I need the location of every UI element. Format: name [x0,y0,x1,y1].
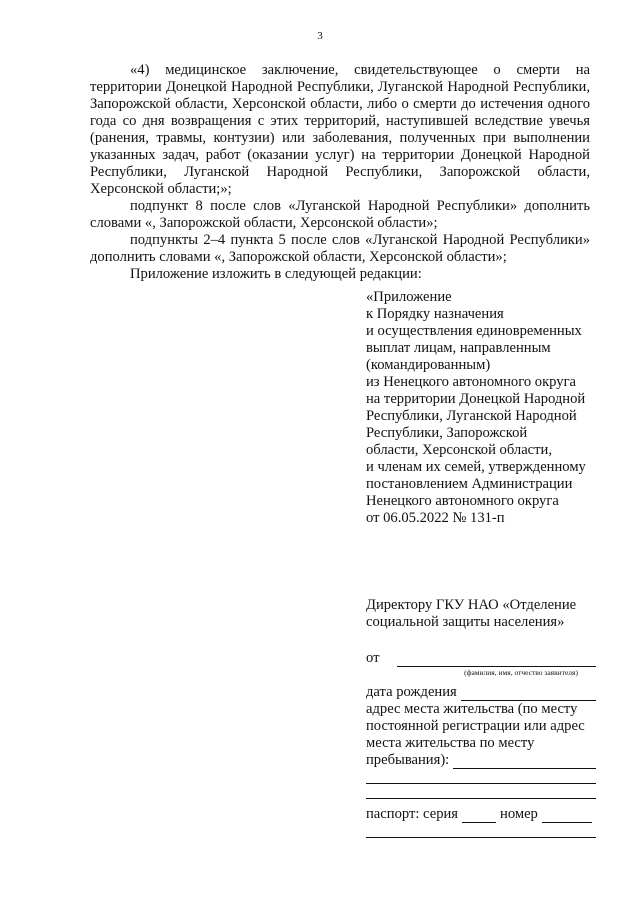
paragraph-subitem-8: подпункт 8 после слов «Луганской Народной Республики» дополнить словами «, Запорожской области, Херсонской области»; [90,198,590,231]
appendix-line: постановлением Администрации [366,476,573,492]
passport-number-label: номер [500,806,538,822]
passport-series-label: паспорт: серия [366,806,459,822]
birth-date-row [366,684,596,701]
address-label-line: адрес места жительства (по месту [366,701,578,717]
from-row [366,650,596,667]
addressee-line: социальной защиты населения» [366,614,565,630]
passport-number-field[interactable] [542,809,592,823]
passport-details-field[interactable] [366,823,596,838]
appendix-header [366,289,611,527]
address-field-line-3[interactable] [366,784,596,799]
appendix-line: от 06.05.2022 № 131-п [366,510,505,526]
paragraph-subitems-2-4: подпункты 2–4 пункта 5 после слов «Луганской Народной Республики» дополнить словами «, Запорожской области, Херсонской области»; [90,232,590,265]
page-number: 3 [317,30,323,42]
paragraph-item-4: «4) медицинское заключение, свидетельствующее о смерти на территории Донецкой Народной Республики, Луганской Народной Республики, Запорожской области, Херсонской области, либо о смерти до истечения одного года со дня возвращения с этих территорий, наступившей вследствие увечья (ранения, травмы, контузии) или заболевания, полученных при выполнении указанных задач, работ (оказании услуг) на территории Донецкой Народной Республики, Луганской Народной Республики, Запорожской области, Херсонской области;»; [90,62,590,197]
from-label: от [366,650,380,666]
applicant-name-field[interactable] [397,653,596,667]
address-field-line-2[interactable] [366,769,596,784]
appendix-line: на территории Донецкой Народной [366,391,586,407]
appendix-line: Ненецкого автономного округа [366,493,559,509]
appendix-line: и членам их семей, утвержденному [366,459,586,475]
address-label-line: постоянной регистрации или адрес [366,718,585,734]
passport-row [366,806,596,823]
addressee [366,597,606,631]
appendix-line: (командированным) [366,357,491,373]
appendix-line: к Порядку назначения [366,306,504,322]
appendix-line: области, Херсонской области, [366,442,552,458]
address-label-last: пребывания): [366,752,450,768]
appendix-line: выплат лицам, направленным [366,340,551,356]
from-caption: (фамилия, имя, отчество заявителя) [464,668,578,677]
appendix-line: Республики, Луганской Народной [366,408,577,424]
appendix-line: из Ненецкого автономного округа [366,374,577,390]
body-text [90,62,590,283]
passport-series-field[interactable] [462,809,496,823]
application-form [366,650,596,838]
appendix-line: и осуществления единовременных [366,323,582,339]
address-label-line: места жительства по месту [366,735,535,751]
address-row [366,752,596,769]
birth-date-label: дата рождения [366,684,457,700]
address-field[interactable] [453,755,596,769]
paragraph-appendix-intro: Приложение изложить в следующей редакции: [130,266,422,282]
appendix-line: Республики, Запорожской [366,425,528,441]
appendix-line: «Приложение [366,289,452,305]
addressee-line: Директору ГКУ НАО «Отделение [366,597,577,613]
birth-date-field[interactable] [461,687,596,701]
